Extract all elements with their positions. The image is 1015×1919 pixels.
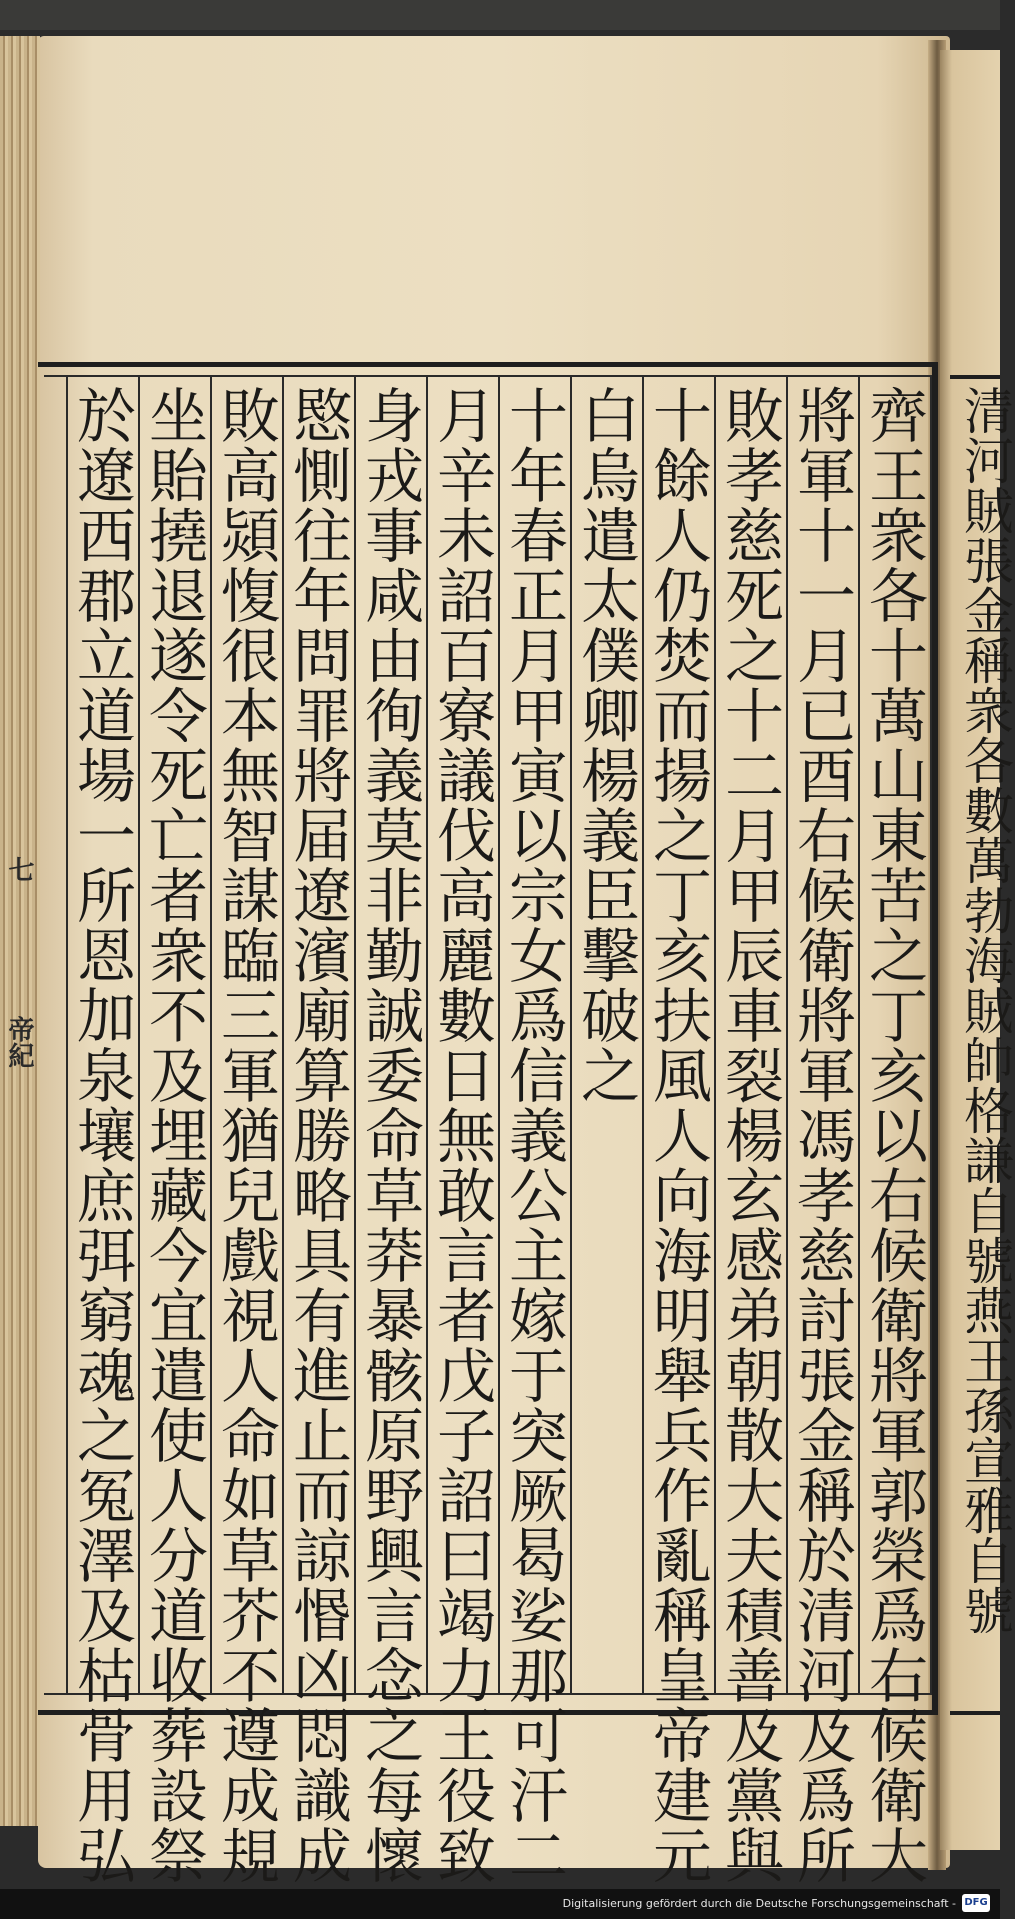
text-column: 坐貽撓退遂令死亡者衆不及埋藏今宜遣使人分道收葬設祭 [139, 385, 208, 1885]
scan-top-edge [0, 0, 1000, 30]
page-stack-edge [0, 36, 40, 1826]
text-column: 將軍十一月已酉右候衛將軍馮孝慈討張金稱於清河及爲所 [787, 385, 856, 1885]
stack-edge-char: 七 [4, 856, 34, 882]
text-column: 敗高熲愎很本無智謀臨三軍猶兒戲視人命如草芥不遵成規 [211, 385, 280, 1885]
text-column: 齊王衆各十萬山東苦之丁亥以右候衛將軍郭榮爲右候衛大 [859, 385, 928, 1885]
text-column: 敗孝慈死之十二月甲辰車裂楊玄感弟朝散大夫積善及黨與 [715, 385, 784, 1885]
next-page-text-column: 清河賊張金稱衆各數萬勃海賊帥格謙自號燕王孫宣雅自號 [956, 385, 1014, 1635]
text-column: 月辛未詔百寮議伐高麗數日無敢言者戊子詔曰竭力王役致 [427, 385, 496, 1885]
dfg-credit-text: Digitalisierung gefördert durch die Deutsche Forschungsgemeinschaft - [562, 1897, 956, 1910]
text-column: 愍惻往年問罪將届遼濱廟算勝略具有進止而諒惽凶悶識成 [283, 385, 352, 1885]
text-column: 於遼西郡立道場一所恩加泉壤庶弭窮魂之冤澤及枯骨用弘 [67, 385, 136, 1885]
text-column: 十年春正月甲寅以宗女爲信義公主嫁于突厥曷娑那可汗二 [499, 385, 568, 1885]
column-rule [930, 375, 932, 1695]
dfg-logo-icon: DFG [962, 1894, 990, 1912]
text-column: 白烏遣太僕卿楊義臣擊破之 [571, 385, 640, 1105]
text-column: 十餘人仍焚而揚之丁亥扶風人向海明舉兵作亂稱皇帝建元 [643, 385, 712, 1885]
text-column: 身戎事咸由徇義莫非勤誠委命草莽暴骸原野興言念之每懷 [355, 385, 424, 1885]
stack-edge-char: 帝紀 [4, 1016, 34, 1068]
